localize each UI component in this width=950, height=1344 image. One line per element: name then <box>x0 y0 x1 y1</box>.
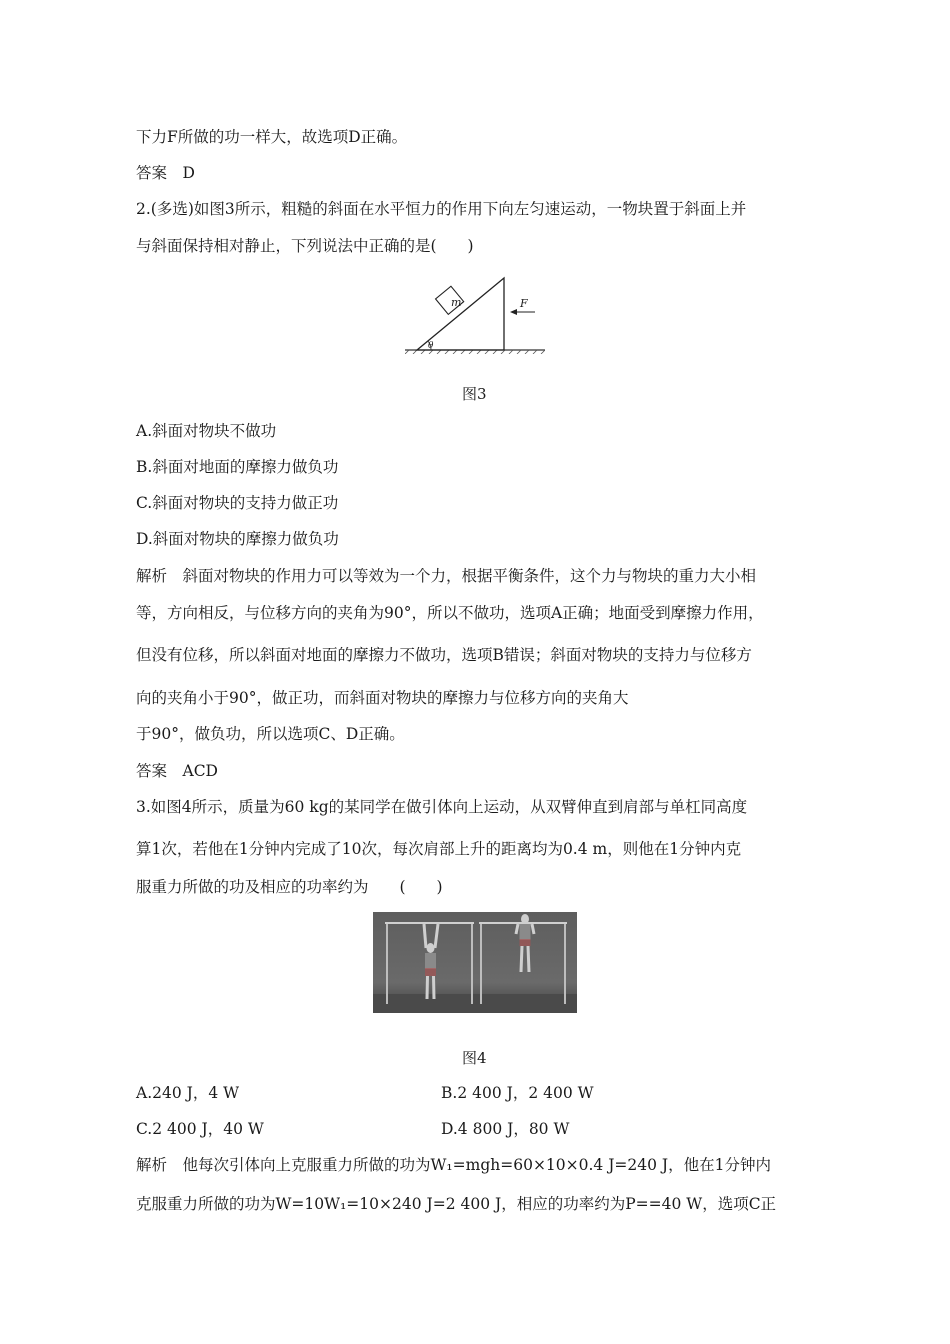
figure-3-incline <box>405 274 545 354</box>
figure-4-caption: 图4 <box>462 1049 487 1067</box>
option-2d: D.斜面对物块的摩擦力做负功 <box>136 530 339 548</box>
figure-4-pullup-photo <box>373 912 577 1013</box>
text-line-1: 下力F所做的功一样大，故选项D正确。 <box>136 128 408 146</box>
force-label: F <box>520 297 528 310</box>
analysis-2-line-4: 向的夹角小于90°，做正功，而斜面对物块的摩擦力与位移方向的夹角大 <box>136 689 629 707</box>
option-3d: D.4 800 J，80 W <box>441 1120 570 1138</box>
analysis-3-line-2: 克服重力所做的功为W=10W₁=10×240 J=2 400 J，相应的功率约为P==40 W，选项C正 <box>136 1195 777 1213</box>
analysis-2-line-2: 等，方向相反，与位移方向的夹角为90°，所以不做功，选项A正确；地面受到摩擦力作用， <box>136 604 764 622</box>
option-2b: B.斜面对地面的摩擦力做负功 <box>136 458 339 476</box>
question-2-line-1: 2.(多选)如图3所示，粗糙的斜面在水平恒力的作用下向左匀速运动，一物块置于斜面上并 <box>136 200 747 218</box>
analysis-3-line-1: 解析 他每次引体向上克服重力所做的功为W₁=mgh=60×10×0.4 J=240 J，他在1分钟内 <box>136 1156 772 1174</box>
option-2a: A.斜面对物块不做功 <box>136 422 277 440</box>
question-3-line-3: 服重力所做的功及相应的功率约为 ( ) <box>136 878 443 896</box>
analysis-2-line-3: 但没有位移，所以斜面对地面的摩擦力不做功，选项B错误；斜面对物块的支持力与位移方 <box>136 646 752 664</box>
figure-3-caption: 图3 <box>462 385 487 403</box>
option-3b: B.2 400 J，2 400 W <box>441 1084 594 1102</box>
analysis-2-line-5: 于90°，做负功，所以选项C、D正确。 <box>136 725 405 743</box>
analysis-2-line-1: 解析 斜面对物块的作用力可以等效为一个力，根据平衡条件，这个力与物块的重力大小相 <box>136 567 757 585</box>
mass-label: m <box>451 296 462 309</box>
option-2c: C.斜面对物块的支持力做正功 <box>136 494 339 512</box>
angle-label: θ <box>428 341 434 351</box>
question-3-line-2: 算1次，若他在1分钟内完成了10次，每次肩部上升的距离均为0.4 m，则他在1分钟内克 <box>136 840 742 858</box>
question-2-line-2: 与斜面保持相对静止，下列说法中正确的是( ) <box>136 237 474 255</box>
option-3a: A.240 J，4 W <box>136 1084 240 1102</box>
answer-2: 答案 ACD <box>136 762 218 780</box>
option-3c: C.2 400 J，40 W <box>136 1120 264 1138</box>
question-3-line-1: 3.如图4所示，质量为60 kg的某同学在做引体向上运动，从双臂伸直到肩部与单杠同高度 <box>136 798 748 816</box>
answer-1: 答案 D <box>136 164 195 182</box>
